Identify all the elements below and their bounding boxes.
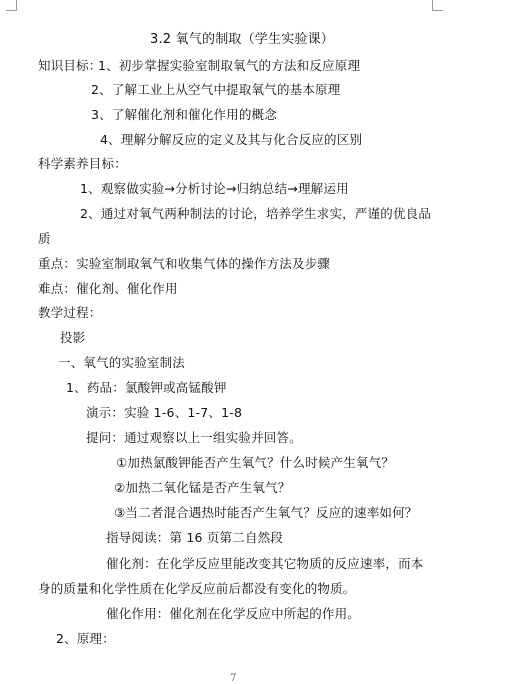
document-title: 3.2 氧气的制取（学生实验课） bbox=[150, 32, 335, 47]
guided-reading: 指导阅读：第 16 页第二自然段 bbox=[106, 530, 284, 545]
key-points: 重点：实验室制取氧气和收集气体的操作方法及步骤 bbox=[38, 256, 331, 271]
knowledge-goals-label: 知识目标： bbox=[38, 58, 102, 73]
catalyst-definition-continued: 身的质量和化学性质在化学反应前后都没有变化的物质。 bbox=[38, 581, 356, 596]
page-number: 7 bbox=[230, 673, 237, 684]
section-1-heading: 一、氧气的实验室制法 bbox=[58, 355, 186, 370]
question-2: ②加热二氧化锰是否产生氧气？ bbox=[114, 480, 291, 495]
principle-heading: 2、原理： bbox=[56, 631, 115, 646]
demonstration-line: 演示：实验 1-6、1-7、1-8 bbox=[86, 405, 243, 420]
literacy-goals-label: 科学素养目标： bbox=[38, 156, 127, 171]
projection-heading: 投影 bbox=[60, 330, 86, 345]
question-1: ①加热氯酸钾能否产生氧气？什么时候产生氧气？ bbox=[116, 455, 395, 470]
difficulties: 难点：催化剂、催化作用 bbox=[38, 281, 178, 296]
teaching-process-label: 教学过程： bbox=[38, 305, 102, 320]
drugs-item: 1、药品：氯酸钾或高锰酸钾 bbox=[66, 380, 227, 395]
literacy-goal-2-continued: 质 bbox=[38, 231, 51, 246]
knowledge-goal-1: 1、初步掌握实验室制取氧气的方法和反应原理 bbox=[98, 58, 361, 73]
knowledge-goal-3: 3、了解催化剂和催化作用的概念 bbox=[91, 107, 277, 122]
crop-mark-top-left bbox=[6, 0, 17, 11]
literacy-goal-1: 1、观察做实验→分析讨论→归纳总结→理解运用 bbox=[80, 181, 349, 196]
catalysis-definition: 催化作用：催化剂在化学反应中所起的作用。 bbox=[106, 606, 361, 621]
crop-mark-top-right bbox=[432, 0, 443, 11]
literacy-goal-2: 2、通过对氧气两种制法的讨论，培养学生求实，严谨的优良品 bbox=[80, 206, 432, 221]
knowledge-goal-2: 2、了解工业上从空气中提取氧气的基本原理 bbox=[91, 82, 341, 97]
knowledge-goal-4: 4、理解分解反应的定义及其与化合反应的区别 bbox=[100, 132, 363, 147]
catalyst-definition: 催化剂：在化学反应里能改变其它物质的反应速率，而本 bbox=[106, 556, 424, 571]
question-3: ③当二者混合遇热时能否产生氧气？反应的速率如何？ bbox=[114, 505, 418, 520]
question-prompt: 提问：通过观察以上一组实验并回答。 bbox=[86, 430, 302, 445]
